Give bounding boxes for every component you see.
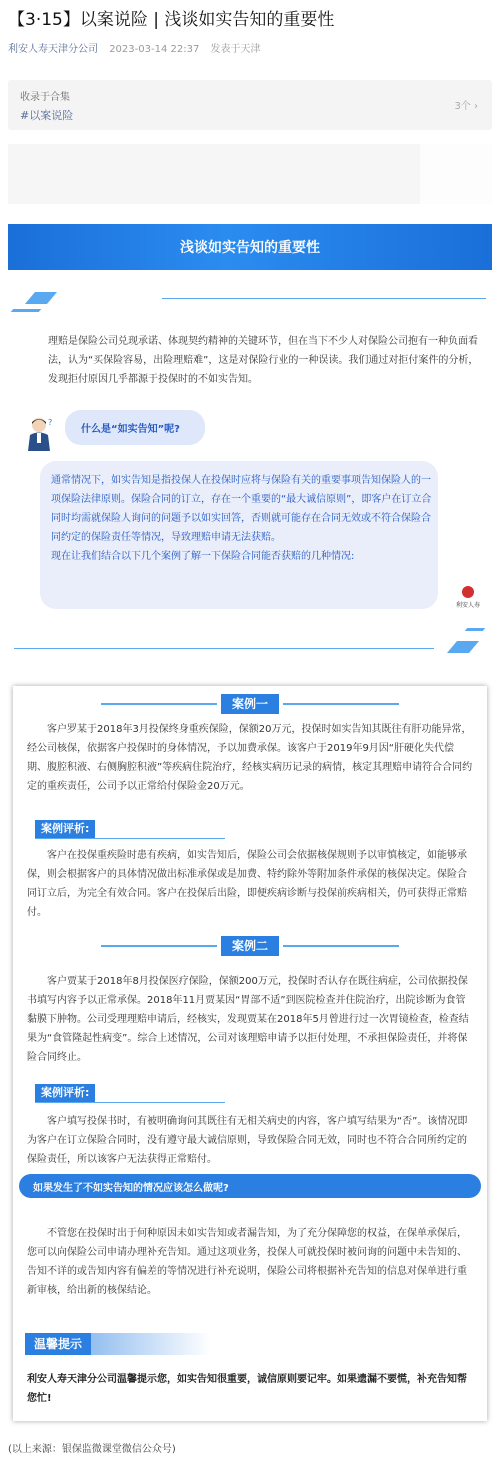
cases-card (13, 686, 487, 1421)
faq-question-bar (19, 1174, 481, 1198)
case-label: 案例二 (221, 936, 279, 956)
svg-text:?: ? (48, 418, 53, 427)
collection-count[interactable]: 3个 › (454, 101, 478, 112)
case-header (13, 694, 487, 714)
image-placeholder (8, 144, 420, 204)
review-underline (35, 1102, 225, 1103)
divider-line (162, 298, 486, 299)
publish-location: 发表于天津 (210, 44, 261, 55)
tip-text: 利安人寿天津分公司温馨提示您，如实告知很重要，诚信原则要记牢。如果遗漏不要慌，补充告知帮您忙! (27, 1374, 467, 1404)
review-text: 客户在投保重疾险时患有疾病，如实告知后，保险公司会依据核保规则予以审慎核定，如能够承保，则会根据客户的具体情况做出标准承保或是加费、特约除外等附加条件承保的核保决定。保险合同订立后，为完全有效合同。客户在投保后出险，即便疾病诊断与投保前疾病相关，仍可获得正常赔付。 (27, 850, 467, 918)
intro-paragraph: 理赔是保险公司兑现承诺、体现契约精神的关键环节，但在当下不少人对保险公司抱有一种负面看法，认为“买保险容易，出险理赔难”，这是对保险行业的一种误读。我们通过对拒付案件的分析，发现拒付原因几乎都源于投保时的不如实告知。 (48, 336, 479, 385)
definition-text (51, 471, 433, 566)
decor-stripe (25, 292, 57, 304)
tip-label: 温馨提示 (25, 1333, 91, 1355)
faq-question: 如果发生了不如实告知的情况应该怎么做呢? (33, 1183, 229, 1194)
definition-bubble (40, 461, 438, 609)
collection-label: 收录于合集 (20, 92, 70, 103)
account-link[interactable]: 利安人寿天津分公司 (8, 44, 98, 55)
topic-banner (8, 224, 492, 270)
banner-title: 浅谈如实告知的重要性 (180, 240, 320, 256)
case-header-line (283, 703, 399, 705)
question-bubble (65, 410, 205, 445)
image-placeholder-right (420, 144, 492, 204)
article-meta (8, 40, 269, 55)
divider-line (14, 648, 434, 649)
publish-date: 2023-03-14 22:37 (109, 44, 200, 55)
case-header-line (101, 945, 217, 947)
case-header-line (101, 703, 217, 705)
definition-p2: 现在让我们结合以下几个案例了解一下保险合同能否获赔的几种情况: (51, 551, 355, 562)
faq-answer: 不管您在投保时出于何种原因未如实告知或者漏告知，为了充分保障您的权益，在保单承保后，您可以向保险公司申请办理补充告知。通过这项业务，投保人可就投保时被问询的问题中未告知的、告知不详的或告知内容有偏差的等情况进行补充说明，保险公司将根据补充告知的信息对保单进行重新审核，给出新的核保结论。 (27, 1228, 467, 1296)
company-logo-icon (455, 583, 481, 609)
person-thinking-icon (22, 415, 56, 451)
review-underline (35, 838, 225, 839)
definition-p1: 通常情况下，如实告知是指投保人在投保时应将与保险有关的重要事项告知保险人的一项保险法律原则。保险合同的订立，存在一个重要的“最大诚信原则”，即客户在订立合同时均需就保险人询问的问题予以如实回答，否则就可能存在合同无效或不符合保险合同约定的保险责任等情况，导致理赔申请无法获赔。 (51, 475, 432, 543)
review-text: 客户填写投保书时，有被明确询问其既往有无相关病史的内容，客户填写结果为“否”。该情况即为客户在订立保险合同时，没有遵守最大诚信原则，导致保险合同无效，同时也不符合合同所约定的保险责任，所以该客户无法获得正常赔付。 (27, 1116, 468, 1165)
case-header-line (283, 945, 399, 947)
review-label: 案例评析: (35, 1084, 95, 1102)
case-text: 客户罗某于2018年3月投保终身重疾保险，保额20万元，投保时如实告知其既往有肝功能异常，经公司核保，依据客户投保时的身体情况，予以加费承保。该客户于2019年9月因“肝硬化失代偿期、腹腔积液、右侧胸腔积液”等疾病住院治疗，经核实病历记录的病情，核定其理赔申请符合合同约定的重疾责任，公司予以正常给付保险金20万元。 (27, 724, 473, 792)
decor-stripe (465, 628, 486, 631)
question-text: 什么是“如实告知”呢? (81, 424, 180, 435)
review-label: 案例评析: (35, 820, 95, 838)
case-label: 案例一 (221, 694, 279, 714)
decor-stripe (11, 309, 42, 312)
source-note: (以上来源：银保监微课堂微信公众号) (8, 1444, 176, 1455)
decor-stripe (447, 641, 479, 653)
collection-box[interactable] (8, 80, 492, 130)
case-text: 客户贾某于2018年8月投保医疗保险，保额200万元，投保时否认存在既往病症，公司依据投保书填写内容予以正常承保。2018年11月贾某因“胃部不适”到医院检查并住院治疗，出院诊断为食管黏膜下肿物。公司受理理赔申请后，经核实，发现贾某在2018年5月曾进行过一次胃镜检查，检查结果为“食管隆起性病变”。综合上述情况，公司对该理赔申请予以拒付处理，不承担保险责任，并将保险合同终止。 (27, 976, 469, 1063)
svg-text:利安人寿: 利安人寿 (455, 602, 481, 609)
case-header (13, 936, 487, 956)
article-title: 【3·15】以案说险 | 浅谈如实告知的重要性 (8, 10, 335, 30)
collection-tag[interactable]: #以案说险 (20, 109, 74, 122)
tip-decoration (91, 1333, 211, 1355)
